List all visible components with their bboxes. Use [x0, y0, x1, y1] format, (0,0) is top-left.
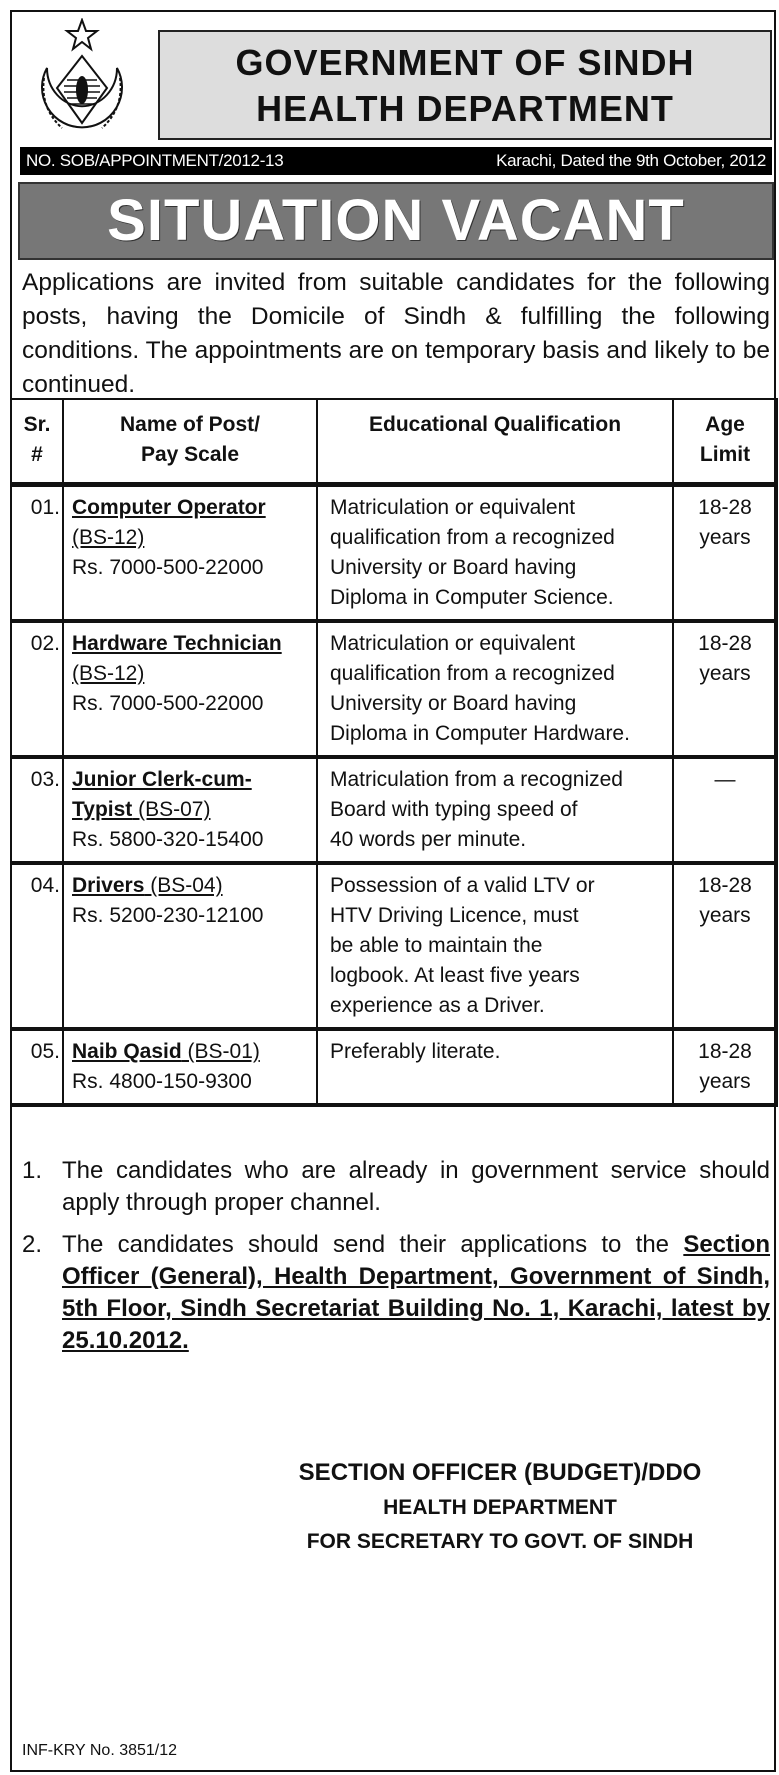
header-sr: Sr. # — [11, 399, 63, 485]
row-post: Computer Operator (BS-12) Rs. 7000-500-22000 — [63, 485, 317, 622]
header-title-box — [158, 30, 772, 140]
row-education: Matriculation or equivalent qualification from a recognized University or Board having Diploma in Computer Hardware. — [317, 621, 673, 757]
row-age: 18-28 years — [673, 1029, 777, 1105]
row-sr: 03. — [11, 757, 63, 863]
row-education: Preferably literate. — [317, 1029, 673, 1105]
row-age: 18-28 years — [673, 863, 777, 1029]
row-post: Drivers (BS-04) Rs. 5200-230-12100 — [63, 863, 317, 1029]
note-item: 2. The candidates should send their applications to the Section Officer (General), Health Department, Government of Sindh, 5th Floor, Sindh Secretariat Building No. 1, Karachi, latest by 25.10.2012. — [22, 1231, 771, 1354]
row-sr: 05. — [11, 1029, 63, 1105]
reference-number: NO. SOB/APPOINTMENT/2012-13 — [26, 151, 284, 170]
inf-number: INF-KRY No. 3851/12 — [22, 1742, 178, 1759]
row-age: — — [673, 757, 777, 863]
table-row — [11, 485, 777, 622]
intro-paragraph: Applications are invited from suitable candidates for the following posts, having the Domicile of Sindh & fulfilling the following conditions. The appointments are on temporary basis and likely to be continued. — [22, 269, 770, 398]
submission-address: Section Officer (General), Health Department, Government of Sindh, 5th Floor, Sindh Secretariat Building No. 1, Karachi, latest by 25.10.2012. — [62, 1231, 771, 1354]
row-sr: 01. — [11, 485, 63, 622]
signature-department: HEALTH DEPARTMENT — [383, 1496, 617, 1519]
vacancy-table — [10, 398, 778, 1107]
row-education: Matriculation or equivalent qualification from a recognized University or Board having Diploma in Computer Science. — [317, 485, 673, 622]
signature-title: SECTION OFFICER (BUDGET)/DDO — [298, 1459, 702, 1486]
header-government: GOVERNMENT OF SINDH — [235, 42, 695, 83]
row-age: 18-28 years — [673, 621, 777, 757]
signature-block — [150, 1455, 770, 1559]
row-age: 18-28 years — [673, 485, 777, 622]
table-row — [11, 621, 777, 757]
header-age: Age Limit — [673, 399, 777, 485]
sindh-emblem-logo — [22, 18, 142, 143]
header-department: HEALTH DEPARTMENT — [256, 88, 674, 129]
reference-bar — [20, 147, 772, 175]
table-row — [11, 1029, 777, 1105]
row-post: Hardware Technician (BS-12) Rs. 7000-500-22000 — [63, 621, 317, 757]
row-post: Junior Clerk-cum- Typist (BS-07) Rs. 5800-320-15400 — [63, 757, 317, 863]
reference-date: Karachi, Dated the 9th October, 2012 — [496, 151, 766, 170]
row-education: Possession of a valid LTV or HTV Driving Licence, must be able to maintain the logbook. At least five years experience as a Driver. — [317, 863, 673, 1029]
note-item: 1. The candidates who are already in government service should apply through proper channel. — [22, 1157, 770, 1216]
row-sr: 04. — [11, 863, 63, 1029]
header-education: Educational Qualification — [317, 399, 673, 485]
signature-for: FOR SECRETARY TO GOVT. OF SINDH — [306, 1530, 694, 1553]
table-header-row — [11, 399, 777, 485]
row-sr: 02. — [11, 621, 63, 757]
situation-vacant-banner: SITUATION VACANT — [18, 182, 774, 260]
table-row — [11, 757, 777, 863]
table-row — [11, 863, 777, 1029]
row-post: Naib Qasid (BS-01) Rs. 4800-150-9300 — [63, 1029, 317, 1105]
header-post: Name of Post/ Pay Scale — [63, 399, 317, 485]
row-education: Matriculation from a recognized Board with typing speed of 40 words per minute. — [317, 757, 673, 863]
notes-list — [22, 1155, 770, 1367]
